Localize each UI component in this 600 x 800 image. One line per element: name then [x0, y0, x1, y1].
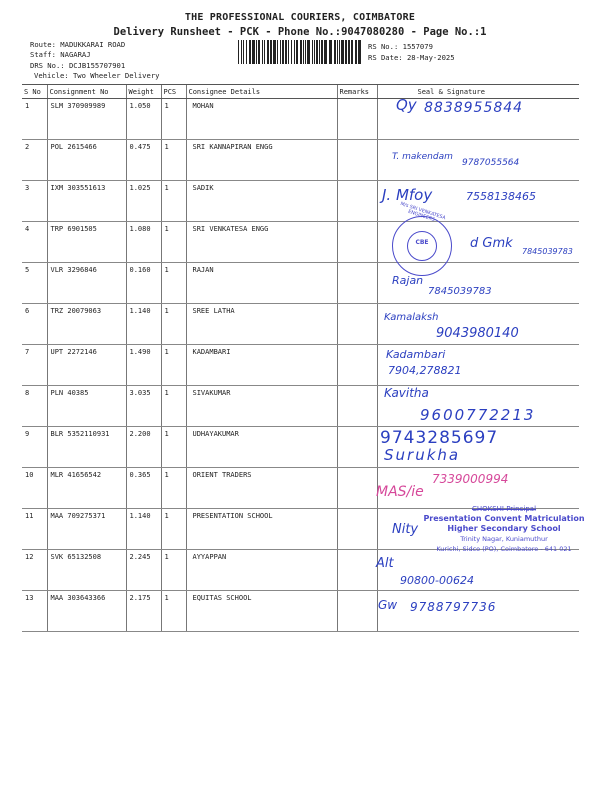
- row9-phone: 9743285697: [380, 428, 499, 448]
- staff-label: Staff: NAGARAJ: [30, 50, 91, 59]
- barcode-bar: [337, 40, 338, 64]
- row11-signature: Nity: [392, 522, 419, 537]
- row-sno: 7: [22, 345, 47, 386]
- row5-signature: Rajan: [392, 274, 424, 287]
- row-pcs: 1: [161, 468, 186, 509]
- row-weight: 1.140: [126, 509, 161, 550]
- row-consignee: SRI KANNAPIRAN ENGG: [186, 140, 337, 181]
- row7-phone: 7904,278821: [388, 364, 462, 377]
- row-pcs: 1: [161, 263, 186, 304]
- row10-phone: 7339000994: [432, 472, 509, 486]
- barcode-bar: [329, 40, 332, 64]
- row-consignee: PRESENTATION SCHOOL: [186, 509, 337, 550]
- row8-signature: Kavitha: [384, 386, 429, 400]
- row13-phone: 9788797736: [410, 600, 497, 614]
- table-row: [22, 263, 579, 304]
- row-remarks: [337, 140, 377, 181]
- barcode-bar: [256, 40, 257, 64]
- row-remarks: [337, 550, 377, 591]
- barcode-bar: [258, 40, 260, 64]
- barcode-bar: [316, 40, 318, 64]
- barcode-bar: [345, 40, 347, 64]
- barcode-bar: [300, 40, 302, 64]
- row-sno: 11: [22, 509, 47, 550]
- col-seal-signature: Seal & Signature: [377, 85, 579, 99]
- row-consignee: SREE LATHA: [186, 304, 337, 345]
- barcode-bar: [305, 40, 306, 64]
- row-weight: 2.245: [126, 550, 161, 591]
- row-sno: 2: [22, 140, 47, 181]
- school-stamp-line5: Kurichi, Sidco (PO), Coimbatore - 641 021: [436, 545, 572, 553]
- table-header-row: [22, 85, 579, 99]
- row-remarks: [337, 468, 377, 509]
- barcode-bar: [358, 40, 361, 64]
- barcode-bar: [238, 40, 239, 64]
- school-stamp-line2: Presentation Convent Matriculation: [423, 514, 585, 523]
- row-consignment-no: MLR 41656542: [47, 468, 126, 509]
- row-remarks: [337, 222, 377, 263]
- row-sno: 8: [22, 386, 47, 427]
- col-consignment-no: Consignment No: [47, 85, 126, 99]
- row-weight: 1.025: [126, 181, 161, 222]
- barcode-bar: [243, 40, 244, 64]
- row-pcs: 1: [161, 550, 186, 591]
- row-consignee: KADAMBARI: [186, 345, 337, 386]
- col-sno: S No: [22, 85, 47, 99]
- barcode-bar: [351, 40, 353, 64]
- row-weight: 2.200: [126, 427, 161, 468]
- barcode-bar: [341, 40, 344, 64]
- runsheet-subtitle: Delivery Runsheet - PCK - Phone No.:9047080280 - Page No.:1: [113, 26, 487, 38]
- barcode-bar: [296, 40, 298, 64]
- row-weight: 0.365: [126, 468, 161, 509]
- barcode-bar: [267, 40, 269, 64]
- barcode-bar: [321, 40, 323, 64]
- row-remarks: [337, 591, 377, 632]
- row-consignee: RAJAN: [186, 263, 337, 304]
- row-remarks: [337, 386, 377, 427]
- barcode-bar: [273, 40, 276, 64]
- row-consignee: MOHAN: [186, 99, 337, 140]
- barcode-bar: [280, 40, 281, 64]
- barcode-bar: [294, 40, 295, 64]
- row5-phone: 7845039783: [428, 286, 492, 297]
- row-weight: 3.035: [126, 386, 161, 427]
- row-consignment-no: UPT 2272146: [47, 345, 126, 386]
- school-stamp-line3: Higher Secondary School: [447, 524, 561, 533]
- col-remarks: Remarks: [337, 85, 377, 99]
- barcode-bar: [246, 40, 247, 64]
- row-weight: 1.080: [126, 222, 161, 263]
- row-sno: 1: [22, 99, 47, 140]
- row2-phone: 9787055564: [462, 158, 520, 168]
- row-consignment-no: MAA 303643366: [47, 591, 126, 632]
- barcode-bar: [288, 40, 289, 64]
- barcode-bar: [270, 40, 272, 64]
- barcode-bar: [277, 40, 278, 64]
- rs-date: RS Date: 28-May-2025: [368, 53, 455, 62]
- barcode-bar: [348, 40, 350, 64]
- row-consignment-no: POL 2615466: [47, 140, 126, 181]
- drs-number: DRS No.: DCJB155707901: [30, 61, 126, 70]
- barcode-bar: [339, 40, 340, 64]
- row-pcs: 1: [161, 222, 186, 263]
- row13-signature: Gw: [378, 598, 398, 612]
- row-weight: 1.140: [126, 304, 161, 345]
- row3-phone: 7558138465: [466, 190, 536, 203]
- table-row: [22, 345, 579, 386]
- row-remarks: [337, 345, 377, 386]
- row-pcs: 1: [161, 386, 186, 427]
- row-pcs: 1: [161, 304, 186, 345]
- barcode-bar: [241, 40, 242, 64]
- row-consignment-no: TRZ 20079063: [47, 304, 126, 345]
- row-pcs: 1: [161, 99, 186, 140]
- row-sno: 10: [22, 468, 47, 509]
- school-stamp-line1: CHOKSHI Principal: [471, 505, 537, 513]
- row-pcs: 1: [161, 427, 186, 468]
- barcode-bar: [262, 40, 263, 64]
- row-sno: 5: [22, 263, 47, 304]
- row-consignment-no: PLN 40385: [47, 386, 126, 427]
- row-consignment-no: VLR 3296846: [47, 263, 126, 304]
- barcode-bar: [312, 40, 313, 64]
- barcode-bar: [249, 40, 251, 64]
- barcode-bar: [303, 40, 304, 64]
- venkatesa-stamp-ring: M/s SRI VENKATESA ENGINEERS: [399, 201, 447, 224]
- row-remarks: [337, 427, 377, 468]
- row-weight: 0.160: [126, 263, 161, 304]
- row1-signature: Qy: [396, 96, 417, 114]
- row-sno: 12: [22, 550, 47, 591]
- vehicle-label: Vehicle: Two Wheeler Delivery: [34, 71, 160, 80]
- barcode-bar: [264, 40, 265, 64]
- row-pcs: 1: [161, 140, 186, 181]
- row-sno: 4: [22, 222, 47, 263]
- row-pcs: 1: [161, 591, 186, 632]
- row-consignee: UDHAYAKUMAR: [186, 427, 337, 468]
- row-remarks: [337, 509, 377, 550]
- row-consignee: AYYAPPAN: [186, 550, 337, 591]
- barcode-image: [238, 40, 362, 64]
- rs-number: RS No.: 1557079: [368, 42, 433, 51]
- row-consignment-no: BLR 5352110931: [47, 427, 126, 468]
- row6-signature: Kamalaksh: [384, 312, 439, 323]
- row10-signature: MAS/ie: [376, 484, 424, 500]
- row-pcs: 1: [161, 345, 186, 386]
- row-pcs: 1: [161, 181, 186, 222]
- row-sno: 3: [22, 181, 47, 222]
- row-remarks: [337, 304, 377, 345]
- row-sno: 13: [22, 591, 47, 632]
- row8-phone: 9600772213: [420, 406, 536, 424]
- barcode-bar: [252, 40, 255, 64]
- barcode-bar: [314, 40, 315, 64]
- row7-signature: Kadambari: [386, 348, 446, 361]
- row-sno: 9: [22, 427, 47, 468]
- barcode-bar: [285, 40, 287, 64]
- route-label: Route: MADUKKARAI ROAD: [30, 40, 126, 49]
- barcode-bar: [319, 40, 320, 64]
- col-consignee: Consignee Details: [186, 85, 337, 99]
- barcode-bar: [324, 40, 327, 64]
- row-consignment-no: MAA 709275371: [47, 509, 126, 550]
- row-consignee: SIVAKUMAR: [186, 386, 337, 427]
- row-consignee: SRI VENKATESA ENGG: [186, 222, 337, 263]
- row-pcs: 1: [161, 509, 186, 550]
- table-row: [22, 550, 579, 591]
- row-consignee: ORIENT TRADERS: [186, 468, 337, 509]
- row-weight: 1.490: [126, 345, 161, 386]
- row-consignment-no: TRP 6901505: [47, 222, 126, 263]
- barcode-bar: [291, 40, 292, 64]
- row2-signature: T. makendam: [392, 152, 453, 162]
- barcode-bar: [355, 40, 357, 64]
- row-consignee: SADIK: [186, 181, 337, 222]
- row12-signature: Alt: [376, 556, 394, 571]
- company-title: THE PROFESSIONAL COURIERS, COIMBATORE: [184, 12, 416, 23]
- row-consignment-no: SVK 65132508: [47, 550, 126, 591]
- venkatesa-stamp: [392, 201, 452, 276]
- school-stamp: [420, 504, 588, 554]
- row-consignment-no: IXM 303551613: [47, 181, 126, 222]
- barcode-bar: [334, 40, 336, 64]
- row-weight: 2.175: [126, 591, 161, 632]
- row-remarks: [337, 263, 377, 304]
- barcode-bar: [307, 40, 310, 64]
- row4-signature: d Gmk: [470, 236, 513, 251]
- row-consignee: EQUITAS SCHOOL: [186, 591, 337, 632]
- row-weight: 0.475: [126, 140, 161, 181]
- row1-phone: 8838955844: [424, 100, 524, 116]
- col-pcs: PCS: [161, 85, 186, 99]
- row-sno: 6: [22, 304, 47, 345]
- row-remarks: [337, 99, 377, 140]
- row-weight: 1.050: [126, 99, 161, 140]
- col-weight: Weight: [126, 85, 161, 99]
- row4-phone: 7845039783: [522, 247, 573, 256]
- barcode-bar: [282, 40, 284, 64]
- row9-signature: Surukha: [384, 446, 461, 464]
- row-consignment-no: SLM 370909989: [47, 99, 126, 140]
- venkatesa-stamp-center: CBE: [415, 239, 429, 246]
- school-stamp-line4: Trinity Nagar, Kuniamuthur: [460, 535, 548, 543]
- row-remarks: [337, 181, 377, 222]
- row12-phone: 90800-00624: [400, 574, 474, 587]
- row6-phone: 9043980140: [436, 326, 519, 341]
- row3-signature: J. Mfoy: [382, 186, 433, 204]
